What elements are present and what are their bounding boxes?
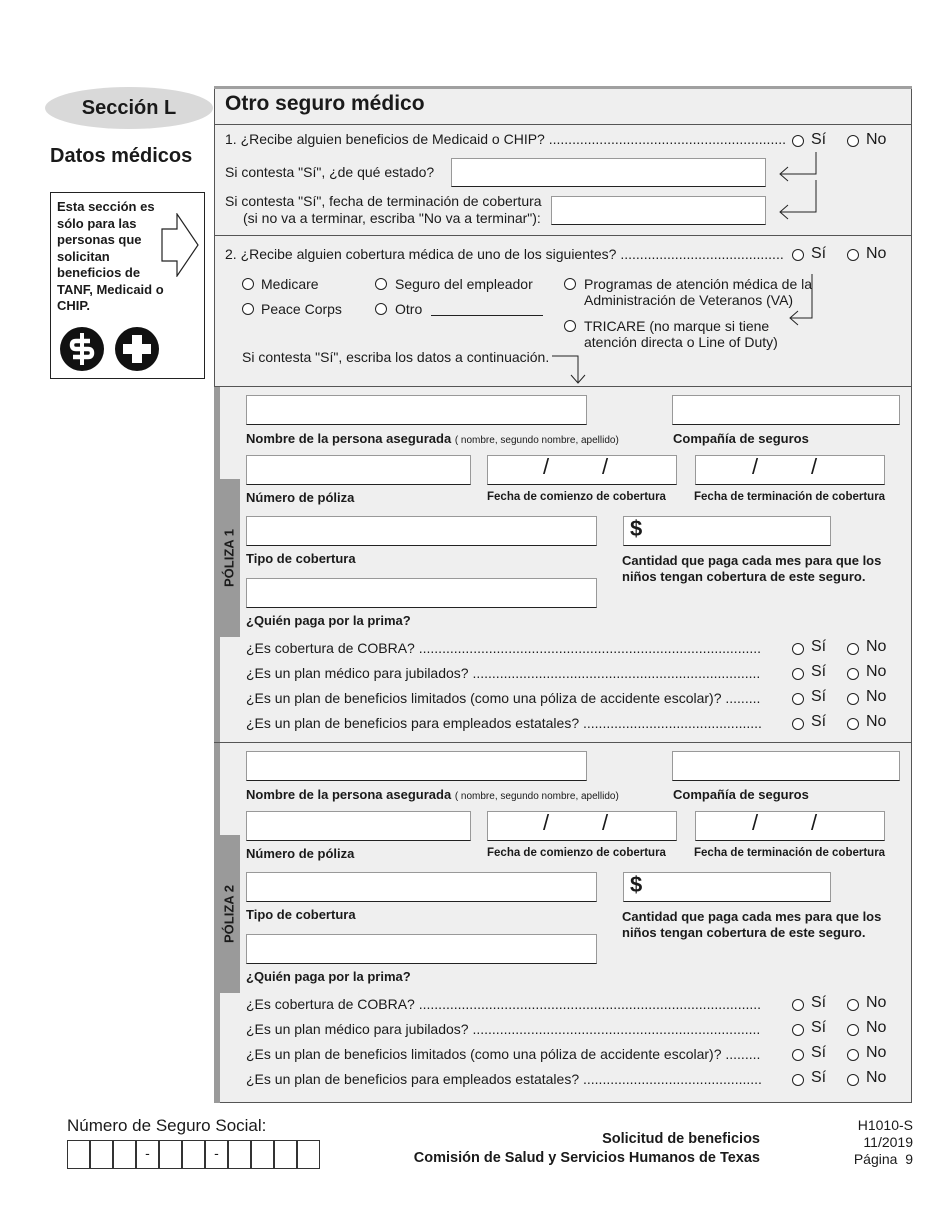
dollar-sign: $ xyxy=(630,872,643,897)
date-slash: / xyxy=(811,454,818,479)
insured-name-label: Nombre de la persona asegurada ( nombre, segundo nombre, apellido) xyxy=(246,431,619,446)
start-date-input[interactable] xyxy=(487,455,677,485)
ssn-digit[interactable] xyxy=(113,1140,136,1169)
q2-yes-radio[interactable] xyxy=(792,249,804,261)
other-input-line[interactable] xyxy=(431,315,543,316)
ssn-label: Número de Seguro Social: xyxy=(67,1116,267,1135)
arrow-right-icon xyxy=(161,213,199,277)
state-employee-yes-radio[interactable] xyxy=(792,718,804,730)
footer-title: Solicitud de beneficios xyxy=(602,1131,760,1147)
form-date: 11/2019 xyxy=(863,1134,913,1150)
va-connector-arrow xyxy=(786,272,822,330)
date-slash: / xyxy=(752,810,759,835)
retiree-no-radio[interactable] xyxy=(847,1024,859,1036)
no-label: No xyxy=(866,663,887,680)
monthly-label-1: Cantidad que paga cada mes para que los xyxy=(622,909,882,924)
cobra-no-radio[interactable] xyxy=(847,643,859,655)
limited-no-radio[interactable] xyxy=(847,693,859,705)
ssn-digit[interactable] xyxy=(297,1140,320,1169)
peace-corps-label: Peace Corps xyxy=(261,301,342,317)
state-employee-no-radio[interactable] xyxy=(847,718,859,730)
policy-number-label: Número de póliza xyxy=(246,490,355,505)
coverage-type-label: Tipo de cobertura xyxy=(246,551,356,566)
q1-yes-label: Sí xyxy=(811,131,827,148)
yes-label: Sí xyxy=(811,994,827,1011)
section-label: Sección L xyxy=(45,87,213,129)
state-employee-no-radio[interactable] xyxy=(847,1074,859,1086)
dollar-sign: $ xyxy=(630,516,643,541)
q2-no-radio[interactable] xyxy=(847,249,859,261)
form-title: Otro seguro médico xyxy=(225,92,425,115)
employer-radio[interactable] xyxy=(375,278,387,290)
medicare-label: Medicare xyxy=(261,276,319,292)
ssn-digit[interactable] xyxy=(67,1140,90,1169)
q1-connector-arrows xyxy=(776,150,822,226)
no-label: No xyxy=(866,1019,887,1036)
date-slash: / xyxy=(752,454,759,479)
divider xyxy=(214,386,912,387)
yes-label: Sí xyxy=(811,713,827,730)
ssn-digit[interactable] xyxy=(159,1140,182,1169)
coverage-type-input[interactable] xyxy=(246,872,597,902)
q1-no-label: No xyxy=(866,131,887,148)
insured-name-input[interactable] xyxy=(246,751,587,781)
start-date-label: Fecha de comienzo de cobertura xyxy=(487,847,666,859)
no-label: No xyxy=(866,638,887,655)
ssn-digit[interactable] xyxy=(182,1140,205,1169)
ssn-digit[interactable] xyxy=(90,1140,113,1169)
who-pays-input[interactable] xyxy=(246,578,597,608)
monthly-amount-input[interactable] xyxy=(623,516,831,546)
q1-yes-radio[interactable] xyxy=(792,135,804,147)
limited-question: ¿Es un plan de beneficios limitados (como una póliza de accidente escolar)? ......... xyxy=(246,690,761,706)
limited-yes-radio[interactable] xyxy=(792,1049,804,1061)
date-slash: / xyxy=(543,810,550,835)
yes-label: Sí xyxy=(811,688,827,705)
end-date-input[interactable] xyxy=(695,811,885,841)
ssn-dash: - xyxy=(136,1140,159,1169)
no-label: No xyxy=(866,713,887,730)
q1-state-label: Si contesta "Sí", ¿de qué estado? xyxy=(225,164,435,180)
q2-no-label: No xyxy=(866,245,887,262)
divider xyxy=(214,124,912,125)
employer-label: Seguro del empleador xyxy=(395,276,533,292)
medical-cross-icon xyxy=(114,326,160,372)
sidebar-note-box xyxy=(50,192,205,379)
policy-number-label: Número de póliza xyxy=(246,846,355,861)
state-employee-question: ¿Es un plan de beneficios para empleados estatales? .............................................. xyxy=(246,1071,762,1087)
cobra-no-radio[interactable] xyxy=(847,999,859,1011)
section-subtitle: Datos médicos xyxy=(50,145,193,167)
down-arrow-icon xyxy=(550,350,590,386)
ssn-digit[interactable] xyxy=(274,1140,297,1169)
policy-1-tab: PÓLIZA 1 xyxy=(217,479,240,637)
sidebar-note: Esta sección es sólo para las personas que solicitan beneficios de TANF, Medicaid o CHIP. xyxy=(57,199,164,313)
cobra-question: ¿Es cobertura de COBRA? ........................................................................................ xyxy=(246,640,762,656)
company-label: Compañía de seguros xyxy=(673,431,809,446)
coverage-type-label: Tipo de cobertura xyxy=(246,907,356,922)
retiree-yes-radio[interactable] xyxy=(792,1024,804,1036)
end-date-label: Fecha de terminación de cobertura xyxy=(694,491,886,503)
start-date-input[interactable] xyxy=(487,811,677,841)
cobra-yes-radio[interactable] xyxy=(792,999,804,1011)
who-pays-label: ¿Quién paga por la prima? xyxy=(246,969,411,984)
who-pays-input[interactable] xyxy=(246,934,597,964)
other-radio[interactable] xyxy=(375,303,387,315)
policy-number-input[interactable] xyxy=(246,811,471,841)
retiree-no-radio[interactable] xyxy=(847,668,859,680)
q2-yes-label: Sí xyxy=(811,245,827,262)
retiree-question: ¿Es un plan médico para jubilados? .......................................................................... xyxy=(246,1021,761,1037)
insured-name-label: Nombre de la persona asegurada ( nombre, segundo nombre, apellido) xyxy=(246,787,619,802)
end-date-label: Fecha de terminación de cobertura xyxy=(694,847,886,859)
q2-text: 2. ¿Recibe alguien cobertura médica de uno de los siguientes? .......................................... xyxy=(225,246,784,262)
other-label: Otro xyxy=(395,301,423,317)
retiree-question: ¿Es un plan médico para jubilados? .......................................................................... xyxy=(246,665,761,681)
tricare-label-1: TRICARE (no marque si tiene xyxy=(584,318,770,334)
monthly-label-1: Cantidad que paga cada mes para que los xyxy=(622,553,882,568)
monthly-label-2: niños tengan cobertura de este seguro. xyxy=(622,569,866,584)
insured-name-input[interactable] xyxy=(246,395,587,425)
no-label: No xyxy=(866,688,887,705)
state-employee-yes-radio[interactable] xyxy=(792,1074,804,1086)
cobra-question: ¿Es cobertura de COBRA? ........................................................................................ xyxy=(246,996,762,1012)
q2-followup: Si contesta "Sí", escriba los datos a continuación. xyxy=(242,349,550,365)
divider xyxy=(214,235,912,236)
va-label-2: Administración de Veteranos (VA) xyxy=(584,292,794,308)
date-slash: / xyxy=(602,454,609,479)
limited-no-radio[interactable] xyxy=(847,1049,859,1061)
no-label: No xyxy=(866,1069,887,1086)
q1-end-label-2: (si no va a terminar, escriba "No va a terminar"): xyxy=(243,210,541,226)
policy-number-input[interactable] xyxy=(246,455,471,485)
start-date-label: Fecha de comienzo de cobertura xyxy=(487,491,666,503)
top-strip xyxy=(214,86,912,89)
q1-end-date-input[interactable] xyxy=(551,196,766,225)
yes-label: Sí xyxy=(811,663,827,680)
medicare-radio[interactable] xyxy=(242,278,254,290)
state-employee-question: ¿Es un plan de beneficios para empleados estatales? .............................................. xyxy=(246,715,762,731)
date-slash: / xyxy=(602,810,609,835)
end-date-input[interactable] xyxy=(695,455,885,485)
q1-text: 1. ¿Recibe alguien beneficios de Medicaid o CHIP? ............................................................. xyxy=(225,131,787,147)
yes-label: Sí xyxy=(811,1069,827,1086)
limited-question: ¿Es un plan de beneficios limitados (como una póliza de accidente escolar)? ......... xyxy=(246,1046,761,1062)
no-label: No xyxy=(866,1044,887,1061)
divider xyxy=(214,742,912,743)
va-label-1: Programas de atención médica de la xyxy=(584,276,813,292)
date-slash: / xyxy=(543,454,550,479)
who-pays-label: ¿Quién paga por la prima? xyxy=(246,613,411,628)
footer-agency: Comisión de Salud y Servicios Humanos de Texas xyxy=(413,1150,760,1166)
insurance-company-input[interactable] xyxy=(672,395,900,425)
ssn-digit[interactable] xyxy=(251,1140,274,1169)
yes-label: Sí xyxy=(811,638,827,655)
ssn-digit[interactable] xyxy=(228,1140,251,1169)
company-label: Compañía de seguros xyxy=(673,787,809,802)
retiree-yes-radio[interactable] xyxy=(792,668,804,680)
coverage-type-input[interactable] xyxy=(246,516,597,546)
ssn-dash: - xyxy=(205,1140,228,1169)
va-radio[interactable] xyxy=(564,278,576,290)
monthly-amount-input[interactable] xyxy=(623,872,831,902)
cobra-yes-radio[interactable] xyxy=(792,643,804,655)
policy-2-tab: PÓLIZA 2 xyxy=(217,835,240,993)
form-id: H1010-S xyxy=(857,1117,913,1133)
no-label: No xyxy=(866,994,887,1011)
tricare-radio[interactable] xyxy=(564,320,576,332)
yes-label: Sí xyxy=(811,1019,827,1036)
tricare-label-2: atención directa o Line of Duty) xyxy=(584,334,778,350)
q1-end-label-1: Si contesta "Sí", fecha de terminación de cobertura xyxy=(225,193,542,209)
monthly-label-2: niños tengan cobertura de este seguro. xyxy=(622,925,866,940)
insurance-company-input[interactable] xyxy=(672,751,900,781)
limited-yes-radio[interactable] xyxy=(792,693,804,705)
q1-no-radio[interactable] xyxy=(847,135,859,147)
page-number: Página 9 xyxy=(853,1151,913,1167)
yes-label: Sí xyxy=(811,1044,827,1061)
date-slash: / xyxy=(811,810,818,835)
money-icon xyxy=(59,326,105,372)
q1-state-input[interactable] xyxy=(451,158,766,187)
peace-corps-radio[interactable] xyxy=(242,303,254,315)
